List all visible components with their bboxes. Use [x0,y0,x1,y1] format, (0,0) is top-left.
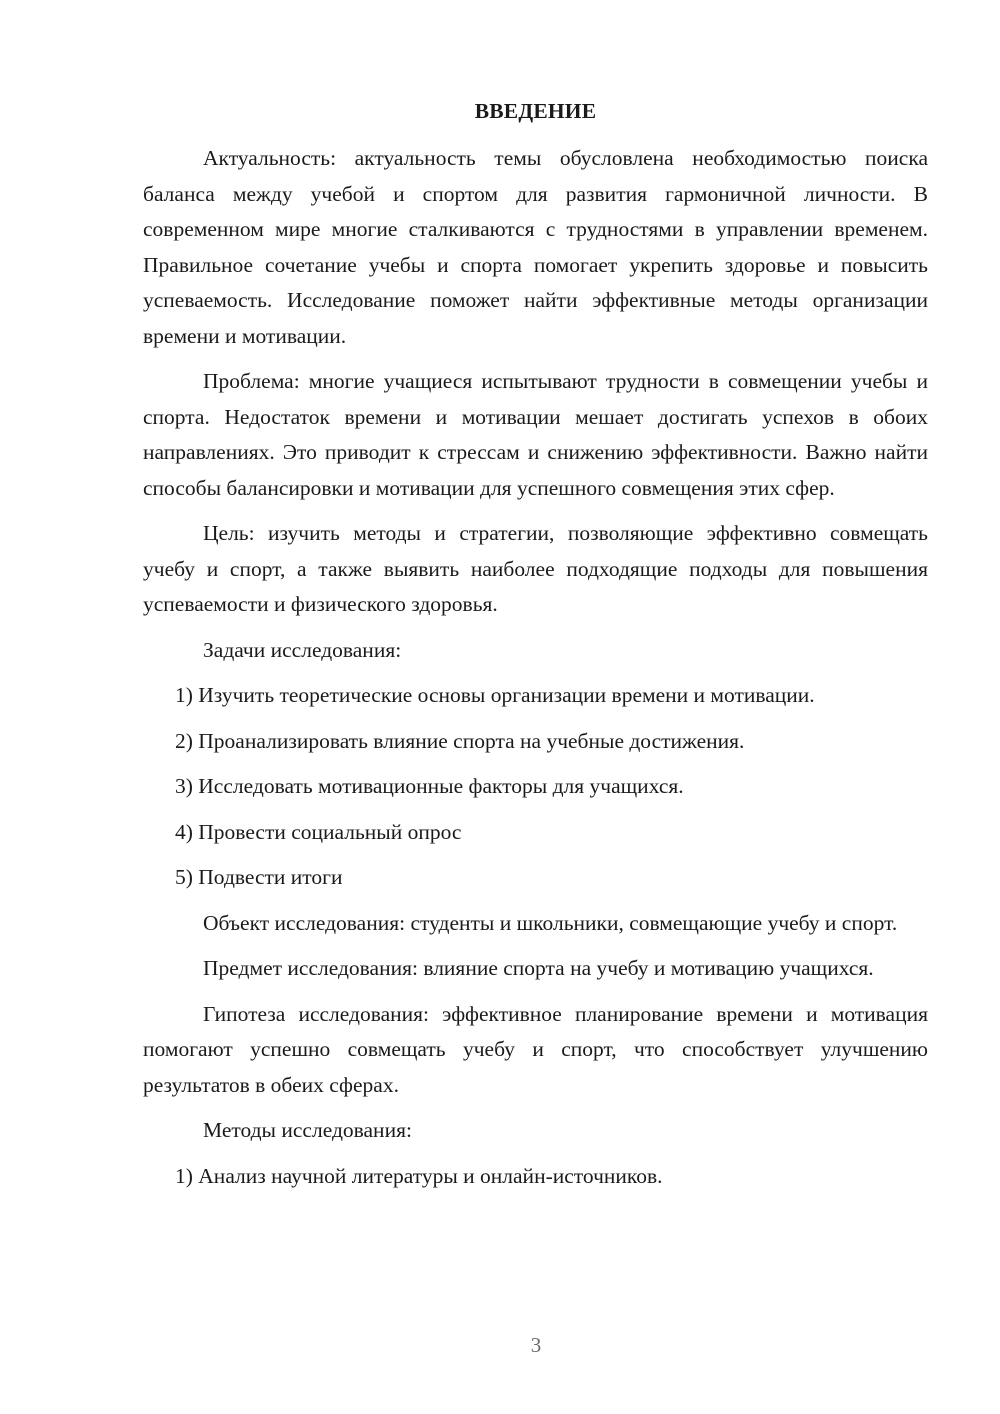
section-heading: ВВЕДЕНИЕ [474,99,597,123]
task-item: 4) Провести социальный опрос [175,819,462,844]
task-item: 2) Проанализировать влияние спорта на учебные достижения. [175,728,745,753]
page-content [143,94,928,1204]
task-item: 5) Подвести итоги [175,865,343,889]
object-paragraph: Объект исследования: студенты и школьники, совмещающие учебу и спорт. [203,910,898,935]
page-number: 3 [530,1333,542,1357]
subject-paragraph: Предмет исследования: влияние спорта на учебу и мотивацию учащихся. [203,956,874,980]
tasks-list [143,678,928,896]
tasks-label: Задачи исследования: [203,637,402,662]
task-item: 3) Исследовать мотивационные факторы для учащихся. [175,774,684,798]
methods-list [143,1159,928,1195]
problem-paragraph: Проблема: многие учащиеся испытывают трудности в совмещении учебы и спорта. Недостаток времени и мотивации мешает достигать успехов в обоих направлениях. Это приводит к стрессам и снижению эффективности. Важно найти способы балансировки и мотивации для успешного совмещения этих сфер. [143,369,928,500]
goal-paragraph: Цель: изучить методы и стратегии, позволяющие эффективно совмещать учебу и спорт, а также выявить наиболее подходящие подходы для повышения успеваемости и физического здоровья. [143,521,928,616]
methods-label: Методы исследования: [203,1118,412,1142]
task-item: 1) Изучить теоретические основы организации времени и мотивации. [175,683,815,707]
relevance-paragraph: Актуальность: актуальность темы обусловлена необходимостью поиска баланса между учебой и спортом для развития гармоничной личности. В современном мире многие сталкиваются с трудностями в управлении временем. Правильное сочетание учебы и спорта помогает укрепить здоровье и повысить успеваемость. Исследование поможет найти эффективные методы организации времени и мотивации. [143,146,928,348]
method-item: 1) Анализ научной литературы и онлайн-источников. [175,1163,663,1188]
hypothesis-paragraph: Гипотеза исследования: эффективное планирование времени и мотивация помогают успешно совмещать учебу и спорт, что способствует улучшению результатов в обеих сферах. [143,1001,928,1097]
